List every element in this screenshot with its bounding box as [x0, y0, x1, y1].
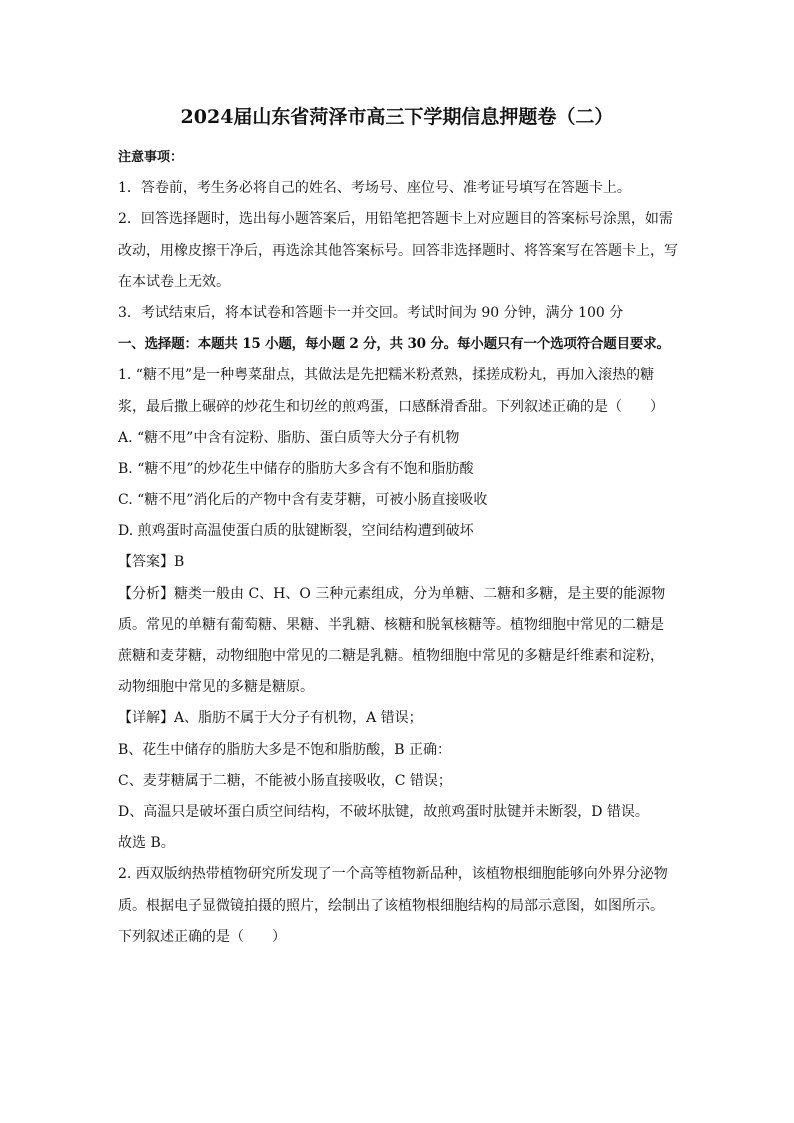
question-2-stem-line-1: 2. 西双版纳热带植物研究所发现了一个高等植物新品种，该植物根细胞能够向外界分泌物: [118, 866, 668, 883]
question-2-stem-line-3: 下列叙述正确的是（ ）: [118, 928, 286, 945]
question-1-stem-line-1: 1. “糖不甩”是一种粤菜甜点，其做法是先把糯米粉煮熟，揉搓成粉丸，再加入滚热的糖: [118, 367, 655, 384]
question-1-explanation-c: C、麦芽糖属于二糖，不能被小肠直接吸收，C 错误；: [118, 772, 452, 789]
question-1-answer: 【答案】B: [118, 554, 185, 571]
question-1-option-d: D. 煎鸡蛋时高温使蛋白质的肽键断裂，空间结构遭到破坏: [118, 523, 474, 540]
question-1-analysis-line-2: 质。常见的单糖有葡萄糖、果糖、半乳糖、核糖和脱氧核糖等。植物细胞中常见的二糖是: [118, 616, 664, 633]
page-title: 2024届山东省菏泽市高三下学期信息押题卷（二）: [180, 106, 614, 128]
notice-item-3: 3．考试结束后，将本试卷和答题卡一并交回。考试时间为 90 分钟，满分 100 分: [118, 304, 624, 321]
question-1-explanation-d: D、高温只是破坏蛋白质空间结构，不破坏肽键，故煎鸡蛋时肽键并未断裂，D 错误。: [118, 803, 649, 820]
notice-item-2-line-3: 在本试卷上无效。: [118, 273, 230, 290]
question-2-stem-line-2: 质。根据电子显微镜拍摄的照片，绘制出了该植物根细胞结构的局部示意图，如图所示。: [118, 897, 664, 914]
notice-heading: 注意事项：: [118, 150, 184, 165]
question-1-conclusion: 故选 B。: [118, 835, 175, 852]
question-1-option-c: C. “糖不甩”消化后的产物中含有麦芽糖，可被小肠直接吸收: [118, 492, 488, 509]
document-body: [118, 142, 688, 953]
notice-item-2-line-1: 2．回答选择题时，选出每小题答案后，用铅笔把答题卡上对应题目的答案标号涂黑，如需: [118, 211, 673, 228]
question-1-analysis-line-3: 蔗糖和麦芽糖，动物细胞中常见的二糖是乳糖。植物细胞中常见的多糖是纤维素和淀粉，: [118, 648, 664, 664]
question-1-explanation-a: 【详解】A、脂肪不属于大分子有机物，A 错误；: [118, 710, 423, 727]
question-1-option-a: A. “糖不甩”中含有淀粉、脂肪、蛋白质等大分子有机物: [118, 429, 460, 446]
question-1-analysis-line-1: 【分析】糖类一般由 C、H、O 三种元素组成，分为单糖、二糖和多糖，是主要的能源物: [118, 585, 666, 602]
section-heading: 一、选择题：本题共 15 小题，每小题 2 分，共 30 分。每小题只有一个选项符合题目要求。: [118, 336, 670, 353]
question-1-explanation-b: B、花生中储存的脂肪大多是不饱和脂肪酸，B 正确：: [118, 741, 452, 758]
question-1-stem-line-2: 浆，最后撒上碾碎的炒花生和切丝的煎鸡蛋，口感酥滑香甜。下列叙述正确的是（ ）: [118, 398, 664, 415]
notice-item-1: 1．答卷前，考生务必将自己的姓名、考场号、座位号、准考证号填写在答题卡上。: [118, 180, 631, 197]
question-1-analysis-line-4: 动物细胞中常见的多糖是糖原。: [118, 679, 314, 696]
notice-item-2-line-2: 改动，用橡皮擦干净后，再选涂其他答案标号。回答非选择题时、将答案写在答题卡上，写: [118, 242, 678, 259]
question-1-option-b: B. “糖不甩”的炒花生中储存的脂肪大多含有不饱和脂肪酸: [118, 460, 474, 477]
